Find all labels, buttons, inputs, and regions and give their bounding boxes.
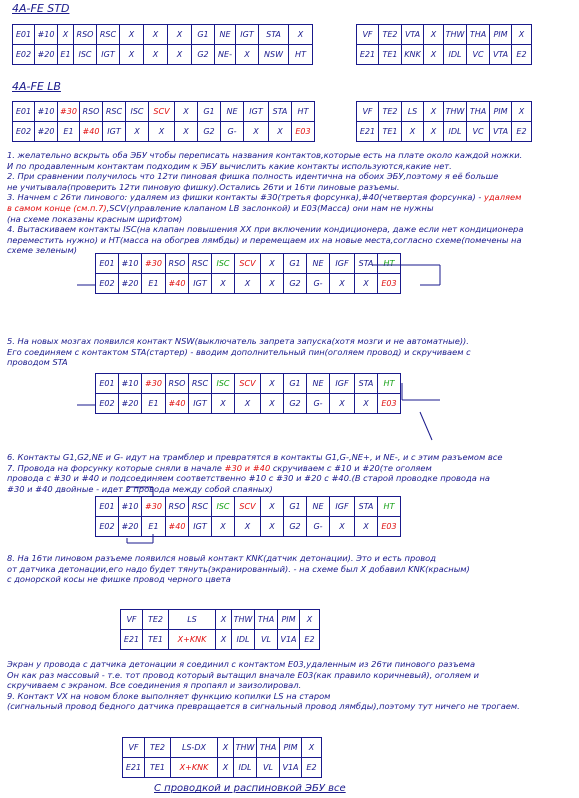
pin-cell: #40 xyxy=(80,122,103,142)
text-segment: ,SCV(управление клапаном LB заслонкой) и E03(Масса) они нам не нужны xyxy=(106,202,434,213)
pin-cell: PIM xyxy=(490,102,512,122)
pin-cell: E21 xyxy=(123,758,145,778)
pin-cell: NE xyxy=(215,25,236,45)
pin-cell: E03 xyxy=(378,274,401,294)
pin-cell: X xyxy=(236,45,259,65)
pin-cell: RSC xyxy=(103,102,126,122)
pin-cell: SCV xyxy=(149,102,175,122)
pin-cell: X xyxy=(261,517,284,537)
pin-cell: X xyxy=(261,254,284,274)
pin-cell: IDL xyxy=(234,758,257,778)
text-segment: 9. Контакт VX на новом блоке выполняет функцию копилки LS на старом xyxy=(7,690,331,701)
pin-cell: X xyxy=(289,25,313,45)
pin-cell: #40 xyxy=(166,394,189,414)
pin-cell: THA xyxy=(467,25,490,45)
pin-cell: #20 xyxy=(119,517,142,537)
pin-cell: IGF xyxy=(330,497,355,517)
pin-cell: IGT xyxy=(189,517,212,537)
pin-cell: IGF xyxy=(330,254,355,274)
text-segment: удаляем xyxy=(483,192,522,203)
pin-cell: E03 xyxy=(292,122,315,142)
pin-cell: ISC xyxy=(212,374,235,394)
pin-cell: X xyxy=(424,122,444,142)
pin-cell: X xyxy=(261,274,284,294)
pin-cell: X xyxy=(424,102,444,122)
pin-cell: E02 xyxy=(96,274,119,294)
pin-cell: #20 xyxy=(35,122,58,142)
pin-cell: NE xyxy=(307,497,330,517)
pin-cell: RSC xyxy=(189,254,212,274)
text-segment: Он как раз массовый - т.е. тот провод который вытащил вначале E03(как правило коричневый), оголяем и xyxy=(7,669,480,680)
pin-cell: STA xyxy=(355,254,378,274)
pin-cell: X xyxy=(235,517,261,537)
text-segment: Экран у провода с датчика детонации я соединил с контактом E03,удаленным из 26ти пинового разъема xyxy=(7,659,476,669)
pin-cell: X xyxy=(512,102,532,122)
pin-cell: HT xyxy=(378,497,401,517)
pin-cell: VC xyxy=(467,122,490,142)
text-segment: 8. На 16ти пиновом разъеме появился новый контакт KNK(датчик детонации). Это и есть провод xyxy=(7,553,436,563)
pin-cell: THA xyxy=(255,610,278,630)
pin-cell: X xyxy=(175,122,198,142)
pin-cell: G2 xyxy=(284,274,307,294)
text-segment: #30 и #40 двойные - идет 2 провода между собой спаяных) xyxy=(7,483,273,494)
pin-cell: G1 xyxy=(198,102,221,122)
pin-cell: IDL xyxy=(444,122,467,142)
pin-cell: X xyxy=(216,630,232,650)
pin-cell: HT xyxy=(378,254,401,274)
pin-cell: #10 xyxy=(35,102,58,122)
pin-cell: E03 xyxy=(378,394,401,414)
pin-cell: #30 xyxy=(58,102,80,122)
pin-cell: E2 xyxy=(512,45,532,65)
pin-cell: TE1 xyxy=(145,758,171,778)
pin-cell: E21 xyxy=(121,630,143,650)
pin-cell: #10 xyxy=(35,25,58,45)
pin-cell: X xyxy=(330,517,355,537)
pin-cell: X xyxy=(212,394,235,414)
text-segment: в самом конце (см.п.7) xyxy=(7,202,107,213)
pin-cell: NE xyxy=(221,102,244,122)
pin-cell: X xyxy=(218,738,234,758)
pin-cell: RSO xyxy=(74,25,97,45)
pin-cell: #10 xyxy=(119,497,142,517)
pin-cell: X xyxy=(300,610,320,630)
pin-cell: THA xyxy=(257,738,280,758)
pin-cell: RSC xyxy=(97,25,120,45)
pin-cell: E03 xyxy=(378,517,401,537)
pin-cell: G2 xyxy=(192,45,215,65)
pin-cell: X xyxy=(261,497,284,517)
pin-cell: E01 xyxy=(96,254,119,274)
pin-cell: X xyxy=(168,25,192,45)
pin-cell: RSO xyxy=(80,102,103,122)
pin-cell: E1 xyxy=(142,274,166,294)
pin-cell: E1 xyxy=(142,517,166,537)
pin-cell: E01 xyxy=(13,102,35,122)
pin-cell: NE xyxy=(307,374,330,394)
text-segment: схеме зеленым) xyxy=(7,245,77,256)
pin-cell: E2 xyxy=(300,630,320,650)
pin-cell: E1 xyxy=(58,122,80,142)
pin-cell: X xyxy=(424,45,444,65)
pin-cell: #40 xyxy=(166,274,189,294)
pin-cell: HT xyxy=(378,374,401,394)
pin-cell: X xyxy=(330,274,355,294)
pin-cell: SCV xyxy=(235,497,261,517)
text-segment: 5. На новых мозгах появился контакт NSW(выключатель запрета запуска(хотя мозги и не автоматные)). xyxy=(7,336,469,346)
pin-cell: X xyxy=(120,45,144,65)
pin-cell: STA xyxy=(355,497,378,517)
pin-cell: X xyxy=(424,25,444,45)
pin-cell: NSW xyxy=(259,45,289,65)
pin-cell: G- xyxy=(307,394,330,414)
pin-cell: PIM xyxy=(280,738,302,758)
pin-cell: X xyxy=(149,122,175,142)
pin-cell: E02 xyxy=(13,45,35,65)
text-segment: скручиваем с экраном. Все соединения я пропаял и заизолировал. xyxy=(7,680,302,691)
pin-cell: VL xyxy=(257,758,280,778)
heading-lb: 4A-FE LB xyxy=(12,80,61,93)
pin-cell: RSC xyxy=(189,374,212,394)
pin-cell: VF xyxy=(357,102,379,122)
pin-cell: X xyxy=(330,394,355,414)
arrow-connector xyxy=(420,412,432,440)
text-segment: И по продавленным контактам подходим к ЭБУ вычислить какие контакты используются,какие нет. xyxy=(7,160,452,171)
pin-cell: X xyxy=(402,122,424,142)
pin-cell: TE2 xyxy=(379,25,402,45)
pin-cell: E1 xyxy=(142,394,166,414)
text-segment: провода с #30 и #40 и подсоединяем соответственно #10 с #30 и #20 с #40.(В старой проводке провода на xyxy=(7,473,490,484)
pin-cell: X xyxy=(216,610,232,630)
pin-cell: IGT xyxy=(97,45,120,65)
pin-cell: RSO xyxy=(166,254,189,274)
pin-cell: TE1 xyxy=(379,45,402,65)
pin-cell: E2 xyxy=(512,122,532,142)
pin-cell: VF xyxy=(123,738,145,758)
pin-cell: X xyxy=(302,738,322,758)
pin-cell: G1 xyxy=(284,497,307,517)
text-segment: не учитывала(проверить 12ти пиновую фишку).Остались 26ти и 16ти пиновые разъемы. xyxy=(7,181,400,192)
text-segment: 7. Провода на форсунку которые сняли в начале xyxy=(7,462,225,473)
pin-cell: X xyxy=(261,374,284,394)
pin-cell: ISC xyxy=(74,45,97,65)
text-segment: 6. Контакты G1,G2,NE и G- идут на трамблер и превратятся в контакты G1,G-,NE+, и NE-, и с этим разъемом все xyxy=(7,452,503,462)
text-segment: скручиваем с #10 и #20(те оголяем xyxy=(270,462,432,473)
pin-cell: X xyxy=(261,394,284,414)
pin-cell: #40 xyxy=(166,517,189,537)
pin-cell: VTA xyxy=(402,25,424,45)
pin-cell: RSO xyxy=(166,374,189,394)
pin-cell: VTA xyxy=(490,45,512,65)
pin-cell: X xyxy=(144,45,168,65)
pin-cell: TE2 xyxy=(379,102,402,122)
pin-cell: X xyxy=(235,394,261,414)
text-segment: от датчика детонации,его надо будет тянуть(экранированный). - на схеме был X добавил KNK(красным) xyxy=(7,563,470,574)
pin-cell: X xyxy=(269,122,292,142)
pin-cell: HT xyxy=(289,45,313,65)
pin-cell: G1 xyxy=(284,254,307,274)
pin-cell: X xyxy=(212,274,235,294)
text-segment: 2. При сравнении получилось что 12ти пиновая фишка полность идентична на обоих ЭБУ,поэтому я её больше xyxy=(7,171,499,182)
pin-cell: PIM xyxy=(278,610,300,630)
pin-cell: VF xyxy=(357,25,379,45)
pin-cell: RSO xyxy=(166,497,189,517)
pin-cell: E02 xyxy=(13,122,35,142)
pin-cell: TE2 xyxy=(145,738,171,758)
pin-cell: STA xyxy=(259,25,289,45)
pin-cell: ISC xyxy=(126,102,149,122)
text-segment: 1. желательно вскрыть оба ЭБУ чтобы переписать названия контактов,которые есть на плате около каждой ножки. xyxy=(7,150,523,160)
text-segment: Его соединяем с контактом STA(стартер) - вводим дополнительный пин(оголяем провод) и скручиваем с xyxy=(7,346,471,357)
pin-cell: X xyxy=(512,25,532,45)
pin-cell: G- xyxy=(307,274,330,294)
pin-cell: #10 xyxy=(119,374,142,394)
pin-cell: VL xyxy=(255,630,278,650)
pin-cell: IGT xyxy=(189,394,212,414)
pin-cell: E02 xyxy=(96,517,119,537)
pin-cell: #30 xyxy=(142,254,166,274)
pin-cell: G2 xyxy=(198,122,221,142)
pin-cell: KNK xyxy=(402,45,424,65)
pin-cell: THW xyxy=(234,738,257,758)
pin-cell: E02 xyxy=(96,394,119,414)
footer-note: С проводкой и распиновкой ЭБУ все xyxy=(154,783,346,794)
text-segment: #30 и #40 xyxy=(224,462,271,473)
pin-cell: X xyxy=(244,122,269,142)
pin-cell: VTA xyxy=(490,122,512,142)
pin-cell: X xyxy=(355,274,378,294)
pin-cell: E21 xyxy=(357,122,379,142)
pin-cell: IGT xyxy=(189,274,212,294)
pin-cell: ISC xyxy=(212,254,235,274)
pin-cell: PIM xyxy=(490,25,512,45)
pin-cell: NE- xyxy=(215,45,236,65)
pin-cell: ISC xyxy=(212,497,235,517)
text-segment: 3. Начнем с 26ти пинового: удаляем из фишки контакты #30(третья форсунка),#40(четвертая форсунка) - xyxy=(7,192,484,203)
pin-cell: G- xyxy=(221,122,244,142)
pin-cell: X+KNK xyxy=(169,630,216,650)
pin-cell: TE2 xyxy=(143,610,169,630)
pin-cell: G- xyxy=(307,517,330,537)
pin-cell: LS-DX xyxy=(171,738,218,758)
pin-cell: X xyxy=(235,274,261,294)
text-segment: с донорской косы не фишке провод черного цвета xyxy=(7,574,231,585)
pin-cell: RSC xyxy=(189,497,212,517)
pin-cell: V1A xyxy=(280,758,302,778)
pin-cell: E01 xyxy=(13,25,35,45)
pin-cell: THA xyxy=(467,102,490,122)
pin-cell: #10 xyxy=(119,254,142,274)
pin-cell: E2 xyxy=(302,758,322,778)
pin-cell: IDL xyxy=(232,630,255,650)
pin-cell: LS xyxy=(402,102,424,122)
pin-cell: X xyxy=(168,45,192,65)
pin-cell: STA xyxy=(355,374,378,394)
text-segment: переместить нужно) и HT(масса на обогрев лямбды) и перемещаем их на новые места,согласно схеме(помечены на xyxy=(7,234,522,245)
pin-cell: #20 xyxy=(35,45,58,65)
pin-cell: VF xyxy=(121,610,143,630)
pin-cell: THW xyxy=(444,102,467,122)
pin-cell: #20 xyxy=(119,394,142,414)
pin-cell: X xyxy=(218,758,234,778)
pin-cell: THW xyxy=(232,610,255,630)
pin-cell: E01 xyxy=(96,497,119,517)
pin-cell: NE xyxy=(307,254,330,274)
pin-cell: V1A xyxy=(278,630,300,650)
pin-cell: X xyxy=(126,122,149,142)
pin-cell: IGT xyxy=(244,102,269,122)
pin-cell: X xyxy=(212,517,235,537)
pin-cell: #30 xyxy=(142,497,166,517)
pin-cell: TE1 xyxy=(143,630,169,650)
pin-cell: E21 xyxy=(357,45,379,65)
pin-cell: #30 xyxy=(142,374,166,394)
pin-cell: X xyxy=(144,25,168,45)
pin-cell: E01 xyxy=(96,374,119,394)
pin-cell: E1 xyxy=(58,45,74,65)
pin-cell: IGT xyxy=(236,25,259,45)
pin-cell: IGT xyxy=(103,122,126,142)
heading-std: 4A-FE STD xyxy=(12,2,70,15)
text-segment: (сигнальный провод бедного датчика превращается в сигнальный провод лямбды),поэтому тут ничего не трогаем. xyxy=(7,701,520,712)
pin-cell: X xyxy=(120,25,144,45)
pin-cell: #20 xyxy=(119,274,142,294)
pin-cell: X xyxy=(58,25,74,45)
pin-cell: HT xyxy=(292,102,315,122)
pin-cell: STA xyxy=(269,102,292,122)
pin-cell: X+KNK xyxy=(171,758,218,778)
pin-cell: LS xyxy=(169,610,216,630)
pin-cell: IGF xyxy=(330,374,355,394)
pin-cell: TE1 xyxy=(379,122,402,142)
text-segment: (на схеме показаны красным шрифтом) xyxy=(7,213,183,224)
pin-cell: X xyxy=(175,102,198,122)
pin-cell: G1 xyxy=(192,25,215,45)
pin-cell: X xyxy=(355,394,378,414)
pin-cell: X xyxy=(355,517,378,537)
pin-cell: G2 xyxy=(284,394,307,414)
pin-cell: G2 xyxy=(284,517,307,537)
text-segment: проводом STA xyxy=(7,357,68,368)
text-segment: 4. Вытаскиваем контакты ISC(на клапан повышения XX при включении кондиционера, даже если нет кондиционера xyxy=(7,224,524,235)
pin-cell: THW xyxy=(444,25,467,45)
pin-cell: VC xyxy=(467,45,490,65)
pin-cell: SCV xyxy=(235,374,261,394)
pin-cell: SCV xyxy=(235,254,261,274)
pin-cell: IDL xyxy=(444,45,467,65)
pin-cell: G1 xyxy=(284,374,307,394)
